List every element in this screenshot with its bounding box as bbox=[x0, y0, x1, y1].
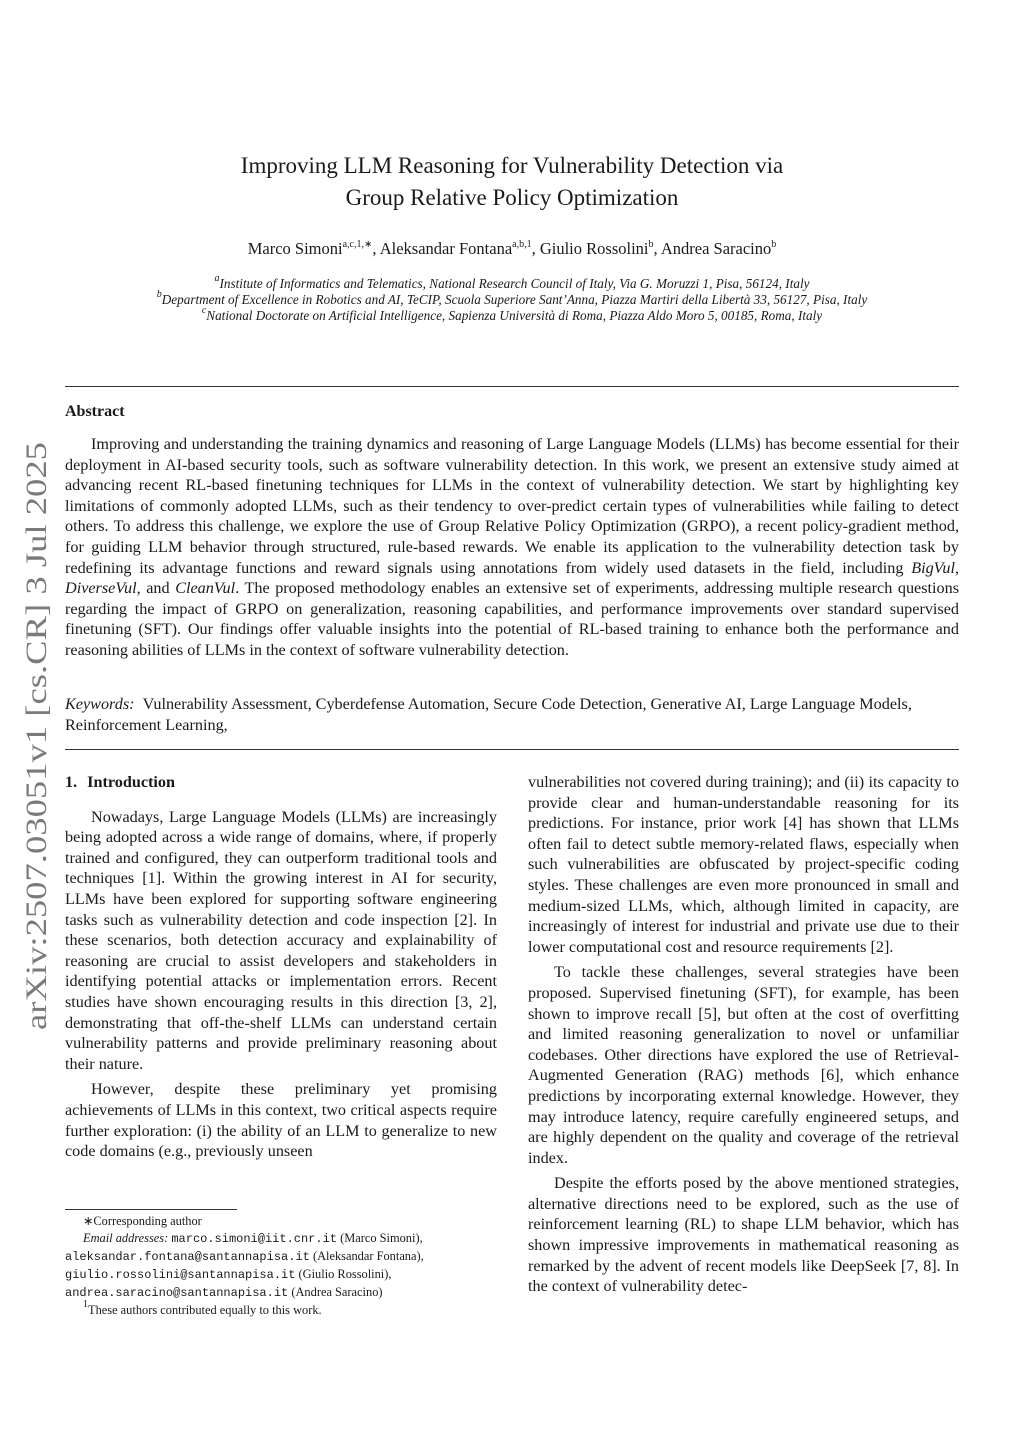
paper-title-line-2: Group Relative Policy Optimization bbox=[345, 185, 679, 210]
keywords-text: Vulnerability Assessment, Cyberdefense Automation, Secure Code Detection, Generative AI, Large Language Models, Reinforcement Learning, bbox=[65, 695, 912, 734]
keywords-label: Keywords: bbox=[65, 695, 135, 713]
abstract-body bbox=[65, 434, 959, 661]
section-heading bbox=[65, 772, 497, 793]
author-list bbox=[0, 239, 1024, 259]
affiliation-text: National Doctorate on Artificial Intelligence, Sapienza Università di Roma, Piazza Aldo Moro 5, 00185, Roma, Italy bbox=[206, 308, 823, 323]
paragraph: Nowadays, Large Language Models (LLMs) are increasingly being adopted across a wide range of domains, where, if properly trained and configured, they can outperform traditional tools and techniques [1]. Within the growing interest in AI for security, LLMs have been explored for supporting software engineering tasks such as vulnerability detection and code inspection [2]. In these scenarios, both detection accuracy and explainability of reasoning are crucial to assist developers and stakeholders in identifying potential attacks or implementation errors. Recent studies have shown encouraging results in this direction [3, 2], demonstrating that off-the-shelf LLMs can understand certain vulnerability patterns and provide preliminary reasoning about their nature. bbox=[65, 807, 497, 1073]
author-name: Giulio Rossolini bbox=[539, 239, 649, 258]
affiliation-mark: b bbox=[156, 289, 162, 300]
affiliation-mark: c bbox=[201, 305, 207, 316]
arxiv-identifier-text: arXiv:2507.03051v1 [cs.CR] 3 Jul 2025 bbox=[21, 556, 53, 1030]
equal-contribution-note bbox=[65, 1299, 505, 1319]
author-name: Andrea Saracino bbox=[660, 239, 772, 258]
email-line bbox=[65, 1230, 505, 1248]
paragraph: To tackle these challenges, several strategies have been proposed. Supervised finetuning (SFT), for example, has been shown to improve recall [5], but often at the cost of overfitting and limited reasoning generalization to novel or unfamiliar codebases. Other directions have explored the use of Retrieval-Augmented Generation (RAG) methods [6], which enhance predictions by incorporating external knowledge. However, they may introduce latency, require carefully engineered setups, and are highly dependent on the quality and coverage of the retrieval index. bbox=[528, 963, 959, 1167]
abstract-separator: , bbox=[954, 558, 959, 577]
paragraph: vulnerabilities not covered during training); and (ii) its capacity to provide clear and human-understandable reasoning for its predictions. For instance, prior work [4] has shown that LLMs often fail to detect subtle memory-related flaws, especially when such vulnerabilities are obfuscated by project-specific coding styles. These challenges are even more pronounced in small and medium-sized LLMs, which, although limited in capacity, are increasingly of interest for industrial and private use due to their lower computational cost and resource requirements [2]. bbox=[528, 773, 959, 956]
paper-title bbox=[0, 150, 1024, 214]
footnote-mark: 1 bbox=[83, 1299, 88, 1310]
author-separator: , bbox=[372, 239, 380, 258]
email-owner: (Aleksandar Fontana), bbox=[309, 1249, 424, 1263]
author-affiliation-marks: a,c,1,∗ bbox=[342, 239, 373, 250]
keywords bbox=[65, 694, 959, 735]
arxiv-identifier-stamp bbox=[14, 440, 54, 1030]
author-name: Aleksandar Fontana bbox=[379, 239, 513, 258]
affiliation-item bbox=[0, 289, 1024, 308]
corresponding-author-note: ∗Corresponding author bbox=[83, 1214, 202, 1228]
paragraph: However, despite these preliminary yet promising achievements of LLMs in this context, two critical aspects require further exploration: (i) the ability of an LLM to generalize to new code domains (e.g., previously unseen bbox=[65, 1080, 497, 1161]
abstract-bottom-rule bbox=[65, 749, 959, 750]
affiliation-text: Institute of Informatics and Telematics, National Research Council of Italy, Via G. Moruzzi 1, Pisa, 56124, Italy bbox=[219, 276, 810, 291]
author-separator: , bbox=[653, 239, 661, 258]
email-owner: (Giulio Rossolini), bbox=[295, 1267, 392, 1281]
email-line bbox=[65, 1284, 505, 1302]
dataset-name: CleanVul bbox=[175, 579, 236, 598]
affiliation-mark: a bbox=[214, 273, 220, 284]
author-affiliation-marks: b bbox=[648, 239, 654, 250]
affiliation-item bbox=[0, 273, 1024, 292]
abstract-top-rule bbox=[65, 386, 959, 387]
right-column bbox=[528, 772, 959, 1297]
paragraph: Despite the efforts posed by the above mentioned strategies, alternative directions need to be explored, such as the use of reinforcement learning (RL) to shape LLM behavior, which has shown impressive improvements in mathematical reasoning as remarked by the advent of recent models like DeepSeek [7, 8]. In the context of vulnerability detec- bbox=[528, 1174, 959, 1296]
abstract-separator: , and bbox=[136, 579, 176, 598]
footnote-rule bbox=[65, 1209, 237, 1210]
equal-contribution-text: These authors contributed equally to this work. bbox=[88, 1303, 322, 1317]
author-separator: , bbox=[531, 239, 540, 258]
left-column bbox=[65, 772, 497, 1162]
email-label: Email addresses: bbox=[83, 1231, 169, 1245]
abstract-text-part-2: . The proposed methodology enables an extensive set of experiments, addressing multiple research questions regarding the impact of GRPO on generalization, reasoning capabilities, and performance improvements over standard supervised finetuning (SFT). Our findings offer valuable insights into the potential of RL-based training to enhance both the performance and reasoning abilities of LLMs in the context of software vulnerability detection. bbox=[65, 579, 960, 659]
affiliation-item bbox=[0, 305, 1024, 324]
email-address[interactable]: andrea.saracino@santannapisa.it bbox=[65, 1286, 289, 1300]
paper-title-line-1: Improving LLM Reasoning for Vulnerability Detection via bbox=[240, 153, 784, 178]
author-affiliation-marks: b bbox=[771, 239, 777, 250]
author-name: Marco Simoni bbox=[247, 239, 343, 258]
email-address[interactable]: marco.simoni@iit.cnr.it bbox=[171, 1232, 337, 1246]
email-address[interactable]: aleksandar.fontana@santannapisa.it bbox=[65, 1250, 310, 1264]
email-owner: (Marco Simoni), bbox=[336, 1231, 423, 1245]
affiliation-text: Department of Excellence in Robotics and AI, TeCIP, Scuola Superiore Sant’Anna, Piazza Martiri della Libertà 33, 56127, Pisa, Italy bbox=[161, 292, 868, 307]
email-owner: (Andrea Saracino) bbox=[288, 1285, 383, 1299]
abstract-heading: Abstract bbox=[65, 403, 125, 420]
footnotes bbox=[65, 1213, 505, 1319]
section-number: 1. bbox=[65, 773, 78, 791]
dataset-name: DiverseVul bbox=[65, 579, 137, 598]
abstract-text-part-1: Improving and understanding the training dynamics and reasoning of Large Language Models (LLMs) has become essential for their deployment in AI-based security tools, such as software vulnerability detection. In this work, we present an extensive study aimed at advancing recent RL-based finetuning techniques for LLMs in the context of vulnerability detection. We start by highlighting key limitations of commonly adopted LLMs, such as their tendency to over-predict certain types of vulnerabilities while failing to detect others. To address this challenge, we explore the use of Group Relative Policy Optimization (GRPO), a recent policy-gradient method, for guiding LLM behavior through structured, rule-based rewards. We enable its application to the vulnerability detection task by redefining its advantage functions and reward signals using annotations from widely used datasets in the field, including bbox=[65, 435, 959, 577]
author-affiliation-marks: a,b,1 bbox=[512, 239, 532, 250]
dataset-name: BigVul bbox=[911, 558, 955, 577]
section-title: Introduction bbox=[87, 773, 175, 791]
email-address[interactable]: giulio.rossolini@santannapisa.it bbox=[65, 1268, 296, 1282]
email-line bbox=[65, 1248, 505, 1266]
affiliation-list bbox=[0, 273, 1024, 324]
email-line bbox=[65, 1266, 505, 1284]
